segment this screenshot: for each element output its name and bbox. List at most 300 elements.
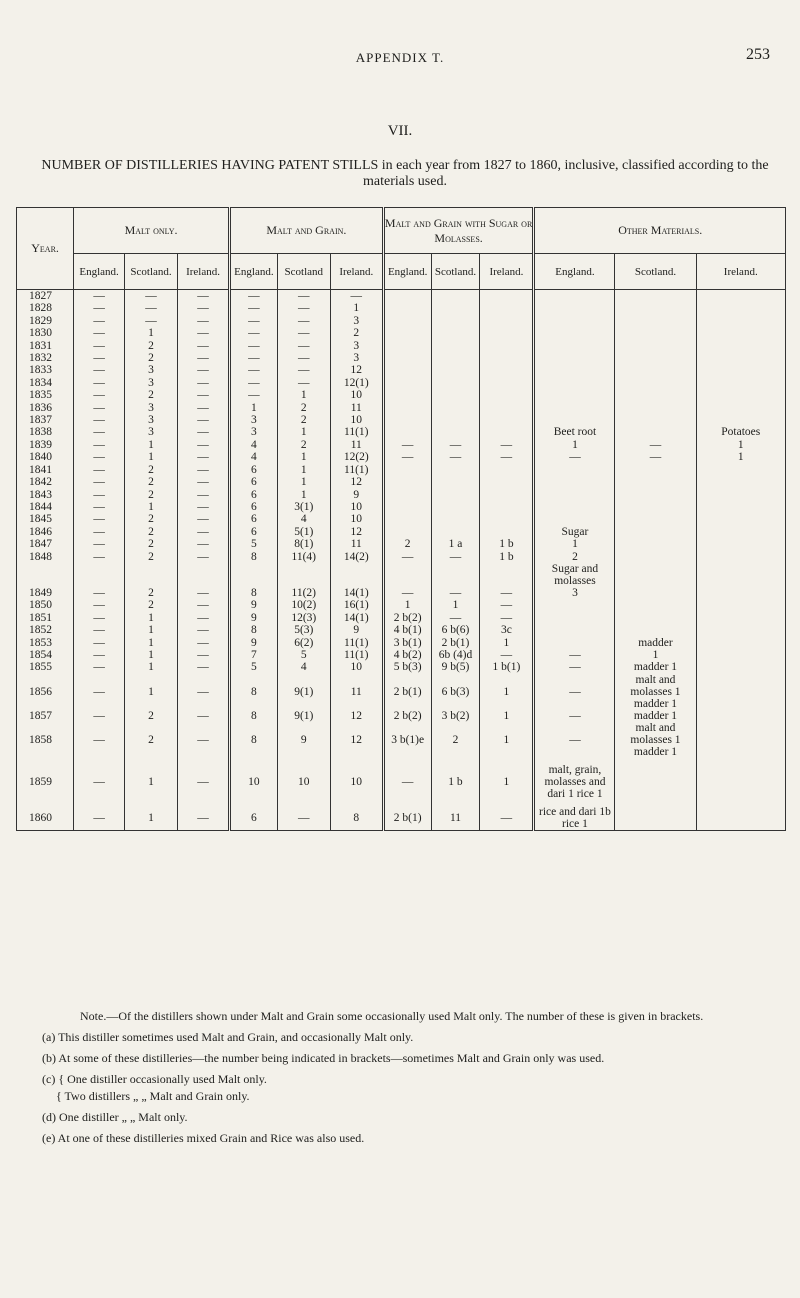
table-cell [696, 563, 786, 587]
year-cell: 1855 [17, 661, 74, 673]
table-cell: 6b (4)d [431, 649, 480, 661]
table-cell: 1 a [431, 538, 480, 550]
table-cell: 1 [330, 302, 383, 314]
table-cell: 2 b(1) [383, 806, 431, 831]
table-cell: 11(1) [330, 426, 383, 438]
table-cell [383, 426, 431, 438]
table-cell: — [178, 806, 230, 831]
table-cell [431, 340, 480, 352]
table-cell: 3 [125, 364, 178, 376]
year-cell: 1849 [17, 587, 74, 599]
table-cell [696, 551, 786, 563]
table-cell: 12 [330, 722, 383, 758]
table-cell: 12 [330, 364, 383, 376]
table-cell: 2 b(1) [431, 637, 480, 649]
table-cell: — [178, 364, 230, 376]
table-row [17, 526, 786, 538]
table-cell: 10 [230, 758, 278, 806]
table-cell: — [534, 451, 615, 463]
table-cell [534, 340, 615, 352]
table-cell: 1 [125, 649, 178, 661]
table-cell: — [125, 315, 178, 327]
table-cell: 2 b(2) [383, 710, 431, 722]
year-cell: 1842 [17, 476, 74, 488]
table-cell: 5(3) [277, 624, 330, 636]
table-cell: — [230, 389, 278, 401]
table-cell [534, 352, 615, 364]
table-cell: — [178, 476, 230, 488]
table-cell: 2 [277, 439, 330, 451]
table-cell [178, 563, 230, 587]
table-cell: — [230, 315, 278, 327]
table-cell: 1 [277, 426, 330, 438]
table-cell: — [480, 451, 534, 463]
table-cell: — [74, 315, 125, 327]
table-cell: malt and molasses 1 madder 1 [615, 722, 696, 758]
table-row [17, 710, 786, 722]
table-cell: — [178, 624, 230, 636]
table-cell: — [178, 501, 230, 513]
table-cell: — [178, 352, 230, 364]
table-cell: 5 b(3) [383, 661, 431, 673]
note-a: (a) This distiller sometimes used Malt and Grain, and occasionally Malt only. [42, 1030, 414, 1044]
table-cell [534, 364, 615, 376]
table-cell: 2 [125, 464, 178, 476]
table-cell: 9 [330, 624, 383, 636]
table-cell [383, 464, 431, 476]
table-cell: 8 [230, 722, 278, 758]
table-cell: 1 [125, 439, 178, 451]
table-cell: 1 [125, 637, 178, 649]
table-cell: — [178, 758, 230, 806]
table-cell [534, 290, 615, 303]
year-cell: 1852 [17, 624, 74, 636]
table-cell: 9 b(5) [431, 661, 480, 673]
table-cell: 14(2) [330, 551, 383, 563]
table-cell: — [74, 389, 125, 401]
table-cell: — [277, 806, 330, 831]
table-cell: — [74, 402, 125, 414]
column-header: Ireland. [178, 254, 230, 290]
table-cell [696, 526, 786, 538]
table-row [17, 501, 786, 513]
table-cell: — [480, 649, 534, 661]
table-cell: 3 [230, 414, 278, 426]
column-header: Ireland. [696, 254, 786, 290]
table-cell [534, 377, 615, 389]
table-cell: — [74, 451, 125, 463]
table-cell: — [230, 290, 278, 303]
table-row [17, 389, 786, 401]
column-header: England. [534, 254, 615, 290]
table-cell: 2 [125, 587, 178, 599]
table-row [17, 402, 786, 414]
table-cell [615, 758, 696, 806]
table-cell [534, 612, 615, 624]
table-row [17, 806, 786, 831]
table-cell [480, 563, 534, 587]
page-number: 253 [746, 46, 770, 63]
table-cell: 1 b(1) [480, 661, 534, 673]
table-cell [615, 302, 696, 314]
table-cell: 5 [277, 649, 330, 661]
table-cell: 2 b(1) [383, 674, 431, 710]
table-cell [431, 302, 480, 314]
table-cell [431, 426, 480, 438]
year-cell: 1851 [17, 612, 74, 624]
year-cell: 1833 [17, 364, 74, 376]
table-cell [534, 414, 615, 426]
table-cell [480, 340, 534, 352]
table-cell: 2 [125, 551, 178, 563]
column-header: Scotland [277, 254, 330, 290]
table-cell: 1 [277, 489, 330, 501]
table-cell: madder 1 [615, 710, 696, 722]
table-cell: 1 [480, 710, 534, 722]
table-cell: 2 [125, 476, 178, 488]
table-cell: 12(2) [330, 451, 383, 463]
table-cell: 1 [230, 402, 278, 414]
table-cell: 1 [615, 649, 696, 661]
table-cell [431, 402, 480, 414]
year-cell: 1835 [17, 389, 74, 401]
year-cell: 1859 [17, 758, 74, 806]
table-cell: 1 [125, 624, 178, 636]
table-cell: 6 [230, 526, 278, 538]
table-cell: — [178, 587, 230, 599]
table-cell: 1 [277, 476, 330, 488]
table-cell: 3 [125, 377, 178, 389]
table-cell: — [277, 377, 330, 389]
table-cell [480, 327, 534, 339]
table-cell: 11(2) [277, 587, 330, 599]
table-cell: 6 [230, 476, 278, 488]
table-cell [431, 352, 480, 364]
table-cell [696, 624, 786, 636]
year-cell: 1841 [17, 464, 74, 476]
table-cell: 2 b(2) [383, 612, 431, 624]
table-cell: 1 [480, 637, 534, 649]
table-cell: — [74, 649, 125, 661]
table-row [17, 513, 786, 525]
table-cell: 9 [230, 637, 278, 649]
table-cell [615, 364, 696, 376]
table-cell [615, 624, 696, 636]
table-cell [696, 612, 786, 624]
table-cell [696, 476, 786, 488]
table-cell [615, 352, 696, 364]
table-cell: — [74, 551, 125, 563]
table-title: NUMBER OF DISTILLERIES HAVING PATENT STILLS in each year from 1827 to 1860, inclusive, classified according to the materials used. [41, 158, 769, 189]
table-cell: — [230, 340, 278, 352]
table-cell: — [330, 290, 383, 303]
table-cell [383, 352, 431, 364]
table-cell: — [230, 364, 278, 376]
table-cell [696, 402, 786, 414]
year-cell: 1860 [17, 806, 74, 831]
table-cell [383, 563, 431, 587]
table-cell: 11(1) [330, 637, 383, 649]
table-cell: 10 [330, 389, 383, 401]
table-cell: — [431, 551, 480, 563]
table-cell: — [178, 426, 230, 438]
table-cell: 9(1) [277, 710, 330, 722]
table-cell [534, 624, 615, 636]
column-header: Ireland. [480, 254, 534, 290]
table-cell: — [534, 722, 615, 758]
year-cell: 1838 [17, 426, 74, 438]
table-cell [534, 464, 615, 476]
year-cell: 1836 [17, 402, 74, 414]
table-cell: 6(2) [277, 637, 330, 649]
table-cell: 2 [330, 327, 383, 339]
table-cell: — [431, 612, 480, 624]
table-cell [696, 674, 786, 710]
table-cell: 1 [480, 674, 534, 710]
table-cell: 9 [277, 722, 330, 758]
column-header: Scotland. [125, 254, 178, 290]
table-cell: 2 [125, 352, 178, 364]
table-cell: 10 [277, 758, 330, 806]
table-cell: 10 [330, 661, 383, 673]
table-cell: — [277, 302, 330, 314]
table-cell: malt and molasses 1 madder 1 [615, 674, 696, 710]
year-cell: 1828 [17, 302, 74, 314]
table-cell [480, 315, 534, 327]
table-cell [615, 612, 696, 624]
table-cell: — [74, 722, 125, 758]
table-cell [74, 563, 125, 587]
table-cell [615, 340, 696, 352]
table-cell: 1 [534, 439, 615, 451]
section-number: VII. [387, 123, 413, 139]
table-cell [696, 806, 786, 831]
table-cell: 2 [277, 402, 330, 414]
table-row [17, 377, 786, 389]
table-cell [615, 501, 696, 513]
table-cell: 3 [330, 340, 383, 352]
table-cell: — [383, 439, 431, 451]
group-header-malt-grain-sugar: Malt and Grain with Sugar or Molasses. [383, 208, 534, 254]
table-row [17, 637, 786, 649]
year-header: Year. [17, 208, 74, 290]
table-cell [431, 563, 480, 587]
table-cell [383, 489, 431, 501]
table-cell: 1 [534, 538, 615, 550]
year-cell: 1839 [17, 439, 74, 451]
table-cell [480, 402, 534, 414]
year-cell: 1827 [17, 290, 74, 303]
table-cell [615, 587, 696, 599]
table-cell [696, 352, 786, 364]
table-cell: 9 [330, 489, 383, 501]
table-cell: malt, grain, molasses and dari 1 rice 1 [534, 758, 615, 806]
table-row [17, 612, 786, 624]
table-cell: 1 [125, 501, 178, 513]
table-cell: 8(1) [277, 538, 330, 550]
table-cell: — [74, 538, 125, 550]
table-cell: 11 [330, 538, 383, 550]
table-cell: 1 b [480, 551, 534, 563]
table-cell [696, 722, 786, 758]
table-cell: — [534, 649, 615, 661]
table-cell: — [178, 637, 230, 649]
table-cell: — [178, 464, 230, 476]
table-cell: 1 [125, 451, 178, 463]
table-cell [383, 364, 431, 376]
table-cell: 3 [330, 315, 383, 327]
table-cell: — [74, 327, 125, 339]
table-cell [383, 340, 431, 352]
year-cell: 1854 [17, 649, 74, 661]
table-cell [615, 315, 696, 327]
table-cell: — [74, 612, 125, 624]
table-cell: 4 b(1) [383, 624, 431, 636]
table-row [17, 563, 786, 587]
table-cell: — [230, 302, 278, 314]
table-cell [431, 501, 480, 513]
table-cell: — [74, 476, 125, 488]
table-cell: 14(1) [330, 612, 383, 624]
year-cell: 1850 [17, 599, 74, 611]
year-cell: 1857 [17, 710, 74, 722]
table-cell [383, 526, 431, 538]
table-cell: 3 [125, 426, 178, 438]
table-cell: 3 [125, 414, 178, 426]
table-cell: 4 b(2) [383, 649, 431, 661]
table-cell [431, 389, 480, 401]
table-cell [615, 327, 696, 339]
table-cell [383, 402, 431, 414]
note-d: (d) One distiller „ „ Malt only. [42, 1110, 188, 1124]
table-cell [431, 414, 480, 426]
table-cell: 6 [230, 806, 278, 831]
table-row [17, 439, 786, 451]
table-cell [696, 340, 786, 352]
table-cell: — [178, 327, 230, 339]
year-cell: 1846 [17, 526, 74, 538]
table-cell [480, 464, 534, 476]
table-cell [696, 302, 786, 314]
table-cell: — [178, 551, 230, 563]
table-cell: 3 b(2) [431, 710, 480, 722]
table-cell: — [480, 806, 534, 831]
note-e: (e) At one of these distilleries mixed Grain and Rice was also used. [42, 1131, 365, 1145]
table-cell [383, 414, 431, 426]
table-cell [534, 501, 615, 513]
table-cell: — [178, 722, 230, 758]
table-cell: 11 [431, 806, 480, 831]
table-cell: 10 [330, 501, 383, 513]
table-cell: 8 [230, 710, 278, 722]
table-cell [480, 302, 534, 314]
table-cell: 11 [330, 402, 383, 414]
table-cell [383, 327, 431, 339]
table-cell [330, 563, 383, 587]
table-cell: — [74, 674, 125, 710]
table-cell: 1 [125, 661, 178, 673]
table-cell: 3 [330, 352, 383, 364]
table-cell [696, 538, 786, 550]
table-row [17, 661, 786, 673]
table-row [17, 315, 786, 327]
table-cell [696, 710, 786, 722]
table-cell: 1 [125, 674, 178, 710]
table-cell: rice and dari 1b rice 1 [534, 806, 615, 831]
table-cell: — [230, 352, 278, 364]
table-row [17, 426, 786, 438]
table-cell [431, 526, 480, 538]
table-cell [615, 464, 696, 476]
table-cell: — [178, 661, 230, 673]
table-cell: Sugar and molasses [534, 563, 615, 587]
table-cell [534, 389, 615, 401]
table-cell: 3 [230, 426, 278, 438]
table-cell [696, 489, 786, 501]
table-cell [383, 302, 431, 314]
table-cell: — [383, 451, 431, 463]
table-cell: madder 1 [615, 661, 696, 673]
table-cell: 4 [230, 451, 278, 463]
table-row [17, 340, 786, 352]
table-cell: — [125, 290, 178, 303]
table-cell: 1 [125, 758, 178, 806]
table-cell: — [480, 439, 534, 451]
table-cell: 11 [330, 674, 383, 710]
year-cell: 1834 [17, 377, 74, 389]
table-cell: 8 [230, 624, 278, 636]
table-cell: 1 [125, 612, 178, 624]
table-cell: 1 [480, 758, 534, 806]
year-cell: 1829 [17, 315, 74, 327]
table-cell: 3 [534, 587, 615, 599]
table-row [17, 551, 786, 563]
table-cell: 5 [230, 661, 278, 673]
year-cell: 1832 [17, 352, 74, 364]
table-cell: 8 [330, 806, 383, 831]
table-cell: 11(4) [277, 551, 330, 563]
table-cell: 7 [230, 649, 278, 661]
table-cell: — [178, 513, 230, 525]
table-cell: — [383, 758, 431, 806]
table-cell: 3c [480, 624, 534, 636]
table-cell [615, 489, 696, 501]
table-cell [615, 426, 696, 438]
table-cell [431, 290, 480, 303]
table-cell: — [74, 352, 125, 364]
table-cell: 2 [125, 489, 178, 501]
table-cell: 11(1) [330, 649, 383, 661]
table-cell: madder [615, 637, 696, 649]
table-cell: 2 [125, 710, 178, 722]
table-cell [534, 402, 615, 414]
table-cell: — [178, 599, 230, 611]
table-cell: — [178, 489, 230, 501]
table-cell [696, 637, 786, 649]
table-cell: — [277, 290, 330, 303]
table-cell [480, 476, 534, 488]
table-cell: — [74, 624, 125, 636]
table-cell: — [178, 710, 230, 722]
table-cell: 12 [330, 476, 383, 488]
table-cell [534, 513, 615, 525]
table-cell [696, 513, 786, 525]
table-cell: 2 [125, 340, 178, 352]
table-cell [383, 501, 431, 513]
table-cell: 1 [696, 439, 786, 451]
table-cell: 1 [125, 806, 178, 831]
table-cell: 16(1) [330, 599, 383, 611]
